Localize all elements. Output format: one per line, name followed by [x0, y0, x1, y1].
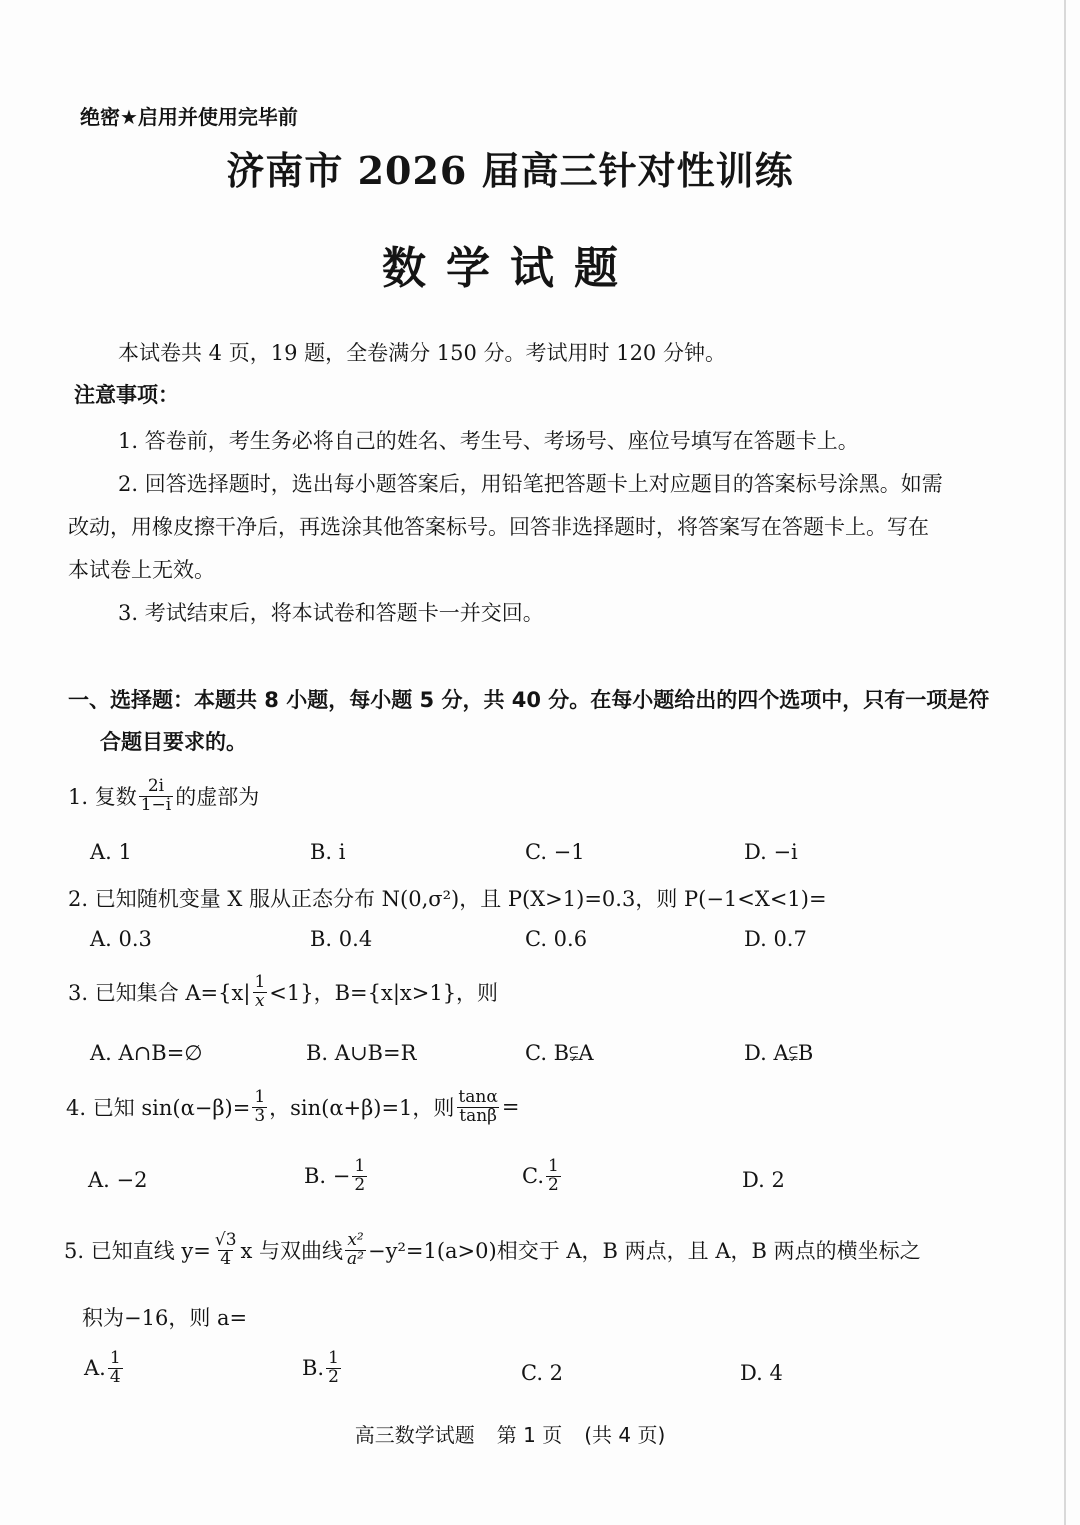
- q5-option-a: [84, 1350, 125, 1387]
- q3-frac-den: x: [255, 990, 265, 1011]
- page-footer: [0, 1419, 1020, 1448]
- q5-middle-2: −y²=1(a>0)相交于 A，B 两点，且 A，B 两点的横坐标之: [368, 1239, 921, 1264]
- footer-page: 第 1 页: [496, 1423, 563, 1447]
- intro-text: 本试卷共 4 页，19 题，全卷满分 150 分。考试用时 120 分钟。: [118, 341, 726, 365]
- q4-optc-num: 1: [548, 1156, 559, 1176]
- q5-opta-fraction: [108, 1350, 123, 1387]
- question-3: [68, 974, 498, 1011]
- question-5: [64, 1232, 921, 1269]
- q1-prefix: 1. 复数: [68, 785, 137, 810]
- q4-frac1-num: 1: [254, 1087, 266, 1107]
- subject-title: 数学试题: [382, 243, 638, 294]
- q4-optb-prefix: B. −: [304, 1164, 351, 1189]
- q5-opta-num: 1: [109, 1348, 121, 1368]
- q3-frac-num: 1: [254, 972, 266, 992]
- q3-prefix: 3. 已知集合 A={x|: [68, 981, 251, 1006]
- secret-mark: 绝密★启用并使用完毕前: [80, 105, 298, 129]
- q5-frac2-den: a²: [347, 1248, 364, 1269]
- q5-optb-prefix: B.: [302, 1356, 325, 1381]
- footer-subject: 高三数学试题: [354, 1423, 475, 1447]
- q4-fraction-1: [252, 1089, 267, 1126]
- q5-line-2: 积为−16，则 a=: [82, 1306, 248, 1330]
- q5-optb-fraction: [326, 1350, 341, 1387]
- q5-opta-den: 4: [109, 1366, 121, 1387]
- q3-suffix: <1}，B={x|x>1}，则: [269, 981, 499, 1006]
- q5-frac2-num: x²: [347, 1230, 364, 1250]
- q4-option-c: [522, 1158, 563, 1195]
- notice-heading: 注意事项：: [74, 383, 179, 407]
- q4-optc-den: 2: [548, 1174, 559, 1195]
- q4-frac1-den: 3: [254, 1105, 266, 1126]
- q1-suffix: 的虚部为: [175, 785, 260, 810]
- q4-option-b: [304, 1158, 369, 1195]
- question-4: [66, 1089, 519, 1126]
- notice-item-3: 3. 考试结束后，将本试卷和答题卡一并交回。: [118, 601, 544, 625]
- q2-option-d: D. 0.7: [744, 927, 807, 951]
- q5-option-d: D. 4: [740, 1361, 783, 1385]
- q1-fraction: [139, 778, 174, 815]
- q4-fraction-2: [456, 1089, 499, 1126]
- q4-suffix: =: [501, 1095, 520, 1120]
- q5-option-c: C. 2: [521, 1361, 564, 1385]
- q4-option-d: D. 2: [742, 1168, 785, 1192]
- q1-frac-den: 1−i: [140, 794, 172, 815]
- q5-frac1-den: 4: [220, 1248, 232, 1269]
- question-2: 2. 已知随机变量 X 服从正态分布 N(0,σ²)，且 P(X>1)=0.3，则 P(−1<X<1)=: [68, 887, 827, 911]
- notice-item-2: 2. 回答选择题时，选出每小题答案后，用铅笔把答题卡上对应题目的答案标号涂黑。如需: [118, 472, 943, 496]
- q4-middle: ，sin(α+β)=1，则: [269, 1096, 455, 1121]
- q4-optc-fraction: [546, 1158, 561, 1195]
- q3-option-d: D. A⫋B: [744, 1041, 814, 1065]
- page-edge: [1064, 0, 1066, 1525]
- q5-opta-prefix: A.: [84, 1356, 106, 1381]
- q4-option-a: A. −2: [88, 1168, 148, 1192]
- q4-optb-num: 1: [354, 1156, 366, 1176]
- q3-fraction: [252, 974, 267, 1011]
- q1-option-d: D. −i: [744, 840, 798, 864]
- q4-optc-prefix: C.: [522, 1164, 544, 1189]
- q5-frac1-num: √3: [214, 1230, 237, 1250]
- q5-fraction-1: [213, 1232, 239, 1269]
- q2-option-b: B. 0.4: [310, 927, 373, 951]
- q5-prefix: 5. 已知直线 y=: [64, 1239, 211, 1264]
- q3-option-c: C. B⫋A: [525, 1041, 594, 1065]
- q3-option-a: A. A∩B=∅: [90, 1041, 203, 1065]
- q5-middle-1: x 与双曲线: [240, 1239, 344, 1264]
- q4-prefix: 4. 已知 sin(α−β)=: [66, 1096, 251, 1121]
- question-1: [68, 778, 259, 815]
- q2-option-c: C. 0.6: [525, 927, 588, 951]
- q3-option-b: B. A∪B=R: [306, 1041, 417, 1065]
- notice-item-1: 1. 答卷前，考生务必将自己的姓名、考生号、考场号、座位号填写在答题卡上。: [118, 429, 859, 453]
- q5-optb-den: 2: [328, 1366, 339, 1387]
- q5-fraction-2: [345, 1232, 366, 1269]
- footer-total: (共 4 页): [584, 1423, 666, 1447]
- q4-optb-den: 2: [354, 1174, 366, 1195]
- section-heading-cont: 合题目要求的。: [100, 730, 247, 754]
- exam-title: 济南市 2026 届高三针对性训练: [226, 148, 794, 193]
- notice-item-2-end: 本试卷上无效。: [68, 558, 215, 582]
- q1-option-b: B. i: [310, 840, 346, 864]
- q1-frac-num: 2i: [147, 776, 165, 796]
- section-heading: 一、选择题：本题共 8 小题，每小题 5 分，共 40 分。在每小题给出的四个选项中，只有一项是符: [68, 688, 990, 712]
- q4-optb-fraction: [352, 1158, 367, 1195]
- q4-frac2-den: tanβ: [459, 1105, 497, 1126]
- q5-optb-num: 1: [328, 1348, 339, 1368]
- q1-option-a: A. 1: [90, 840, 132, 864]
- q5-option-b: [302, 1350, 343, 1387]
- q4-frac2-num: tanα: [458, 1087, 498, 1107]
- q1-option-c: C. −1: [525, 840, 585, 864]
- notice-item-2-cont: 改动，用橡皮擦干净后，再选涂其他答案标号。回答非选择题时，将答案写在答题卡上。写在: [68, 515, 929, 539]
- q2-option-a: A. 0.3: [90, 927, 152, 951]
